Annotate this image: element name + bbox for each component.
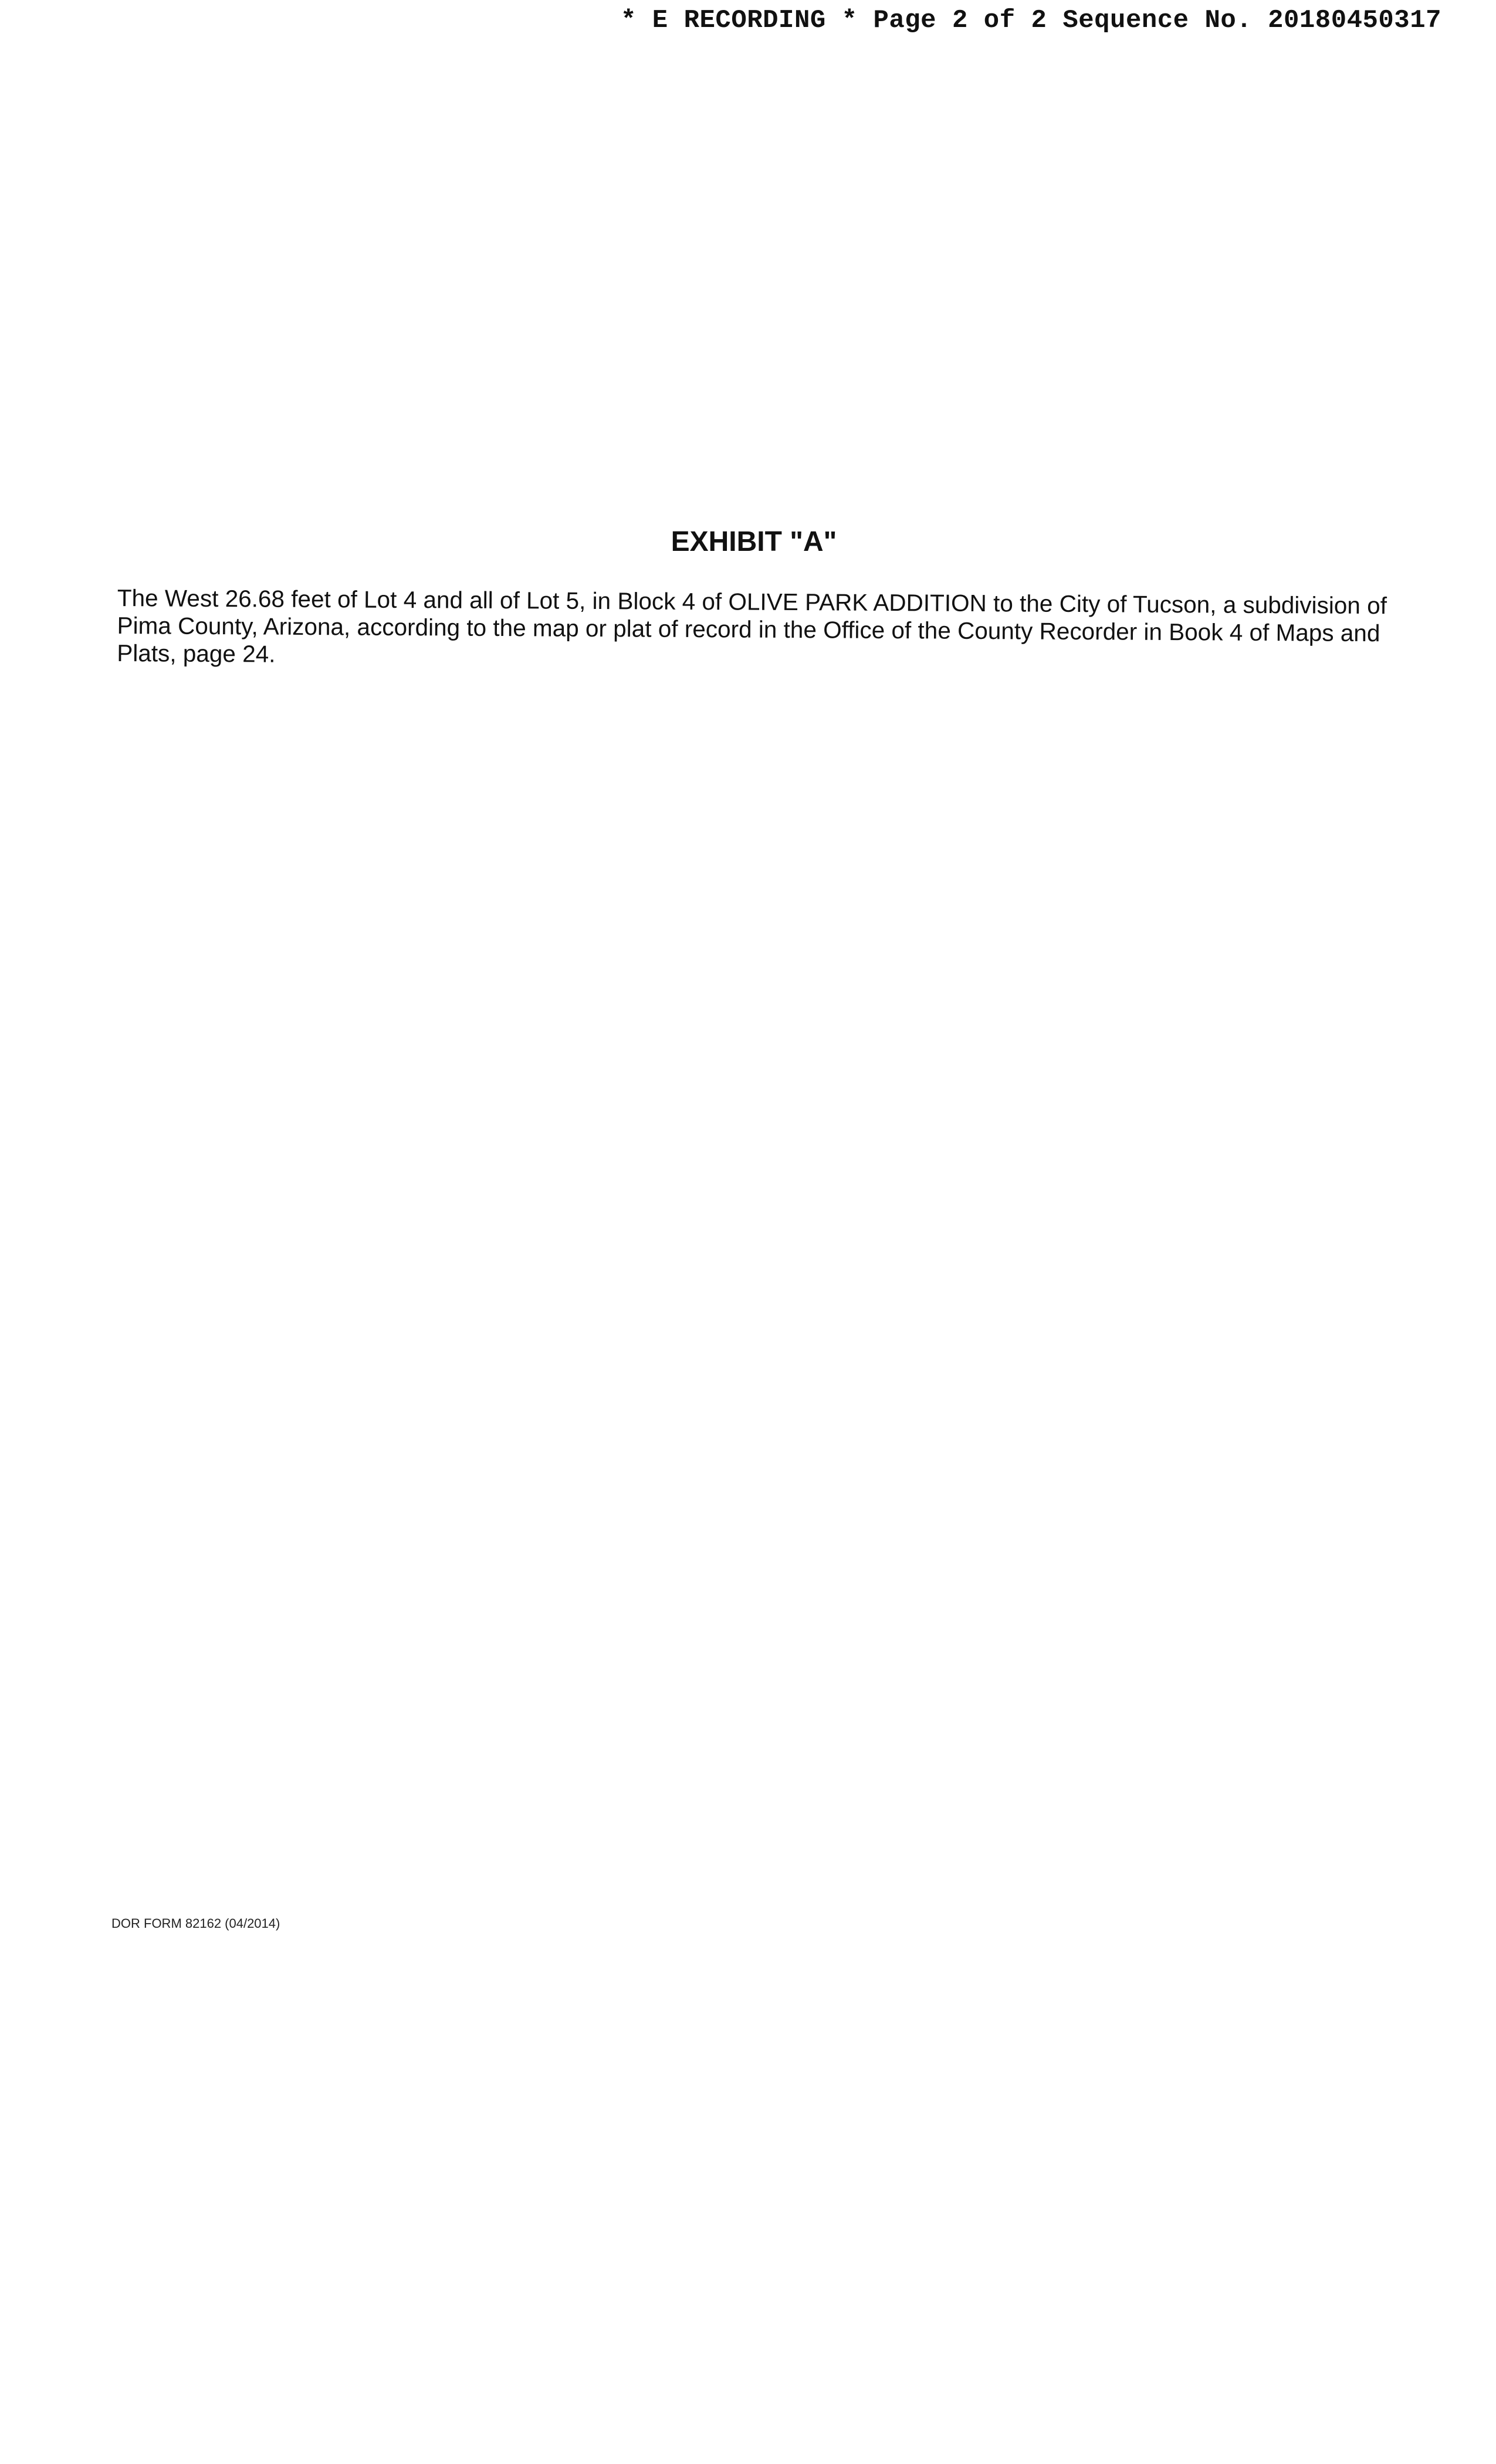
exhibit-title: EXHIBIT "A"	[671, 526, 837, 557]
legal-description: The West 26.68 feet of Lot 4 and all of Lot 5, in Block 4 of OLIVE PARK ADDITION to the City of Tucson, a subdivision of Pima County, Arizona, according to the map or plat of record in the Office of the County Recorder in Book 4 of Maps and Plats, page 24.	[117, 584, 1387, 668]
form-number: DOR FORM 82162 (04/2014)	[111, 1916, 280, 1931]
recording-header: * E RECORDING * Page 2 of 2 Sequence No. 20180450317	[621, 6, 1442, 35]
